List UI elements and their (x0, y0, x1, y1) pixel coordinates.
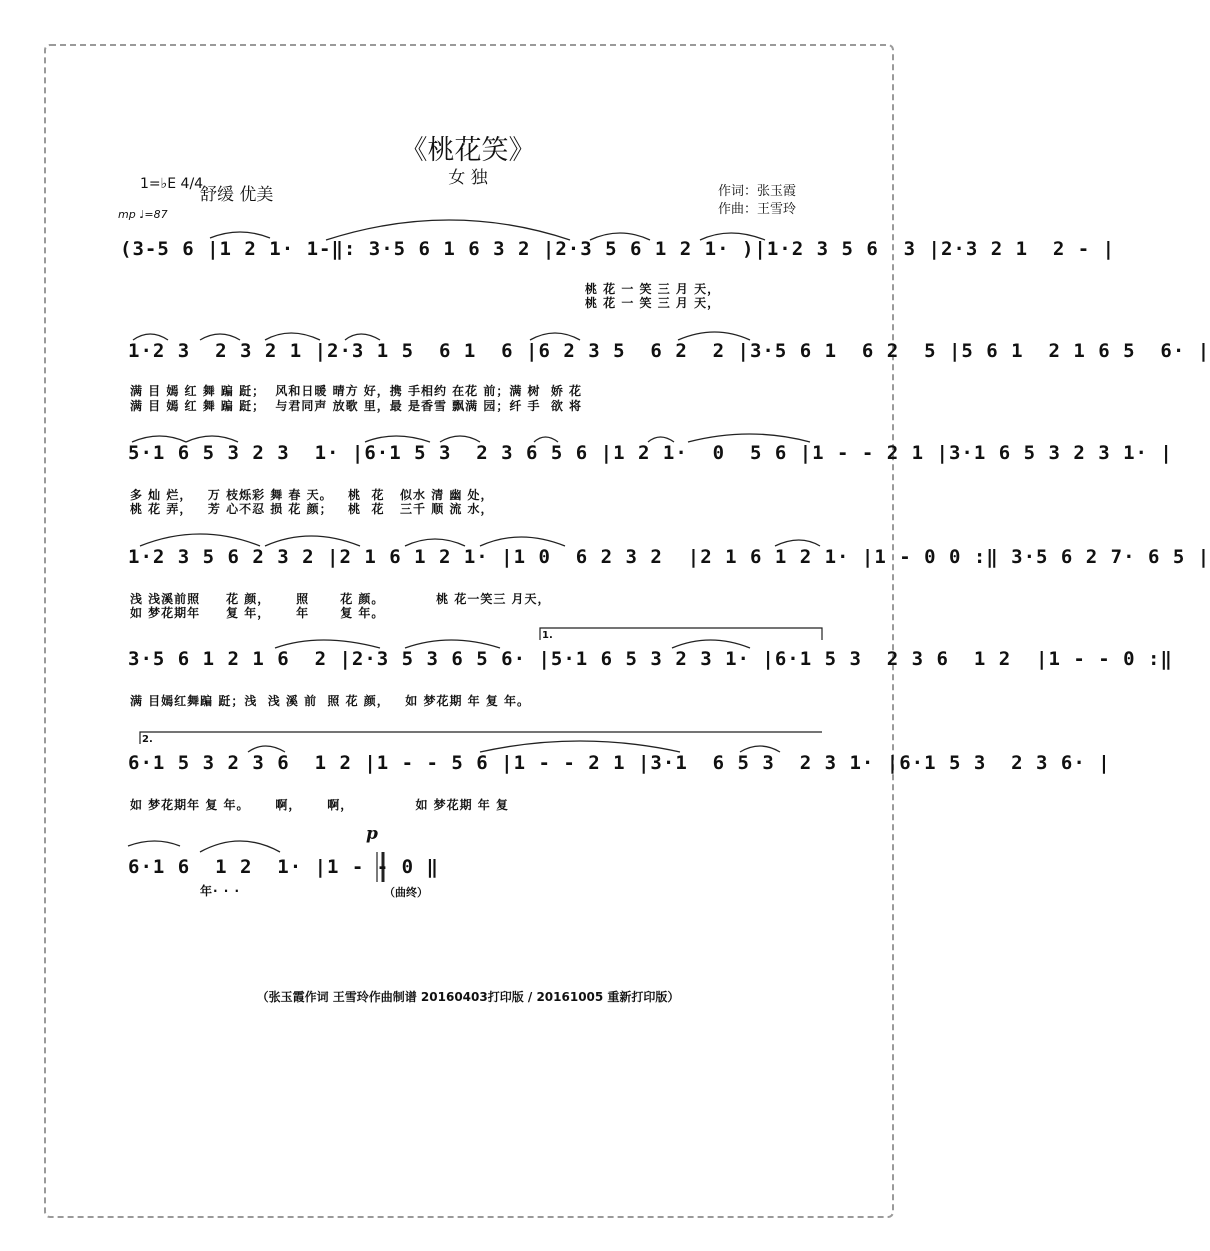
notation-line: 6·1 6 1 2 1· |1 - - 0 ‖ (128, 856, 439, 878)
composer-credit: 作曲：王雪玲 (718, 202, 797, 217)
tempo-marking: 舒缓 优美 (200, 185, 274, 205)
lyric-line: 如 梦花期年 复 年， 年 复 年。 (130, 606, 385, 620)
notation-line: 6·1 5 3 2 3 6 1 2 |1 - - 5 6 |1 - - 2 1 |3·1 6 5 3 2 3 1· |6·1 5 3 2 3 6· | (128, 752, 1111, 774)
lyric-line: 桃 花 一 笑 三 月 天， (585, 282, 721, 296)
notation-line: 1·2 3 5 6 2 3 2 |2 1 6 1 2 1· |1 0 6 2 3 2 |2 1 6 1 2 1· |1 - 0 0 :‖ 3·5 6 2 7· 6 5 | (128, 546, 1210, 568)
lyricist-credit: 作词：张玉霞 (718, 184, 797, 199)
lyric-line: 满 目 嫣 红 舞 蹁 跹； 与君同声 放歌 里，最 是香雪 飘满 园；纤 手 欲 将 (130, 399, 583, 413)
end-mark: （曲终） (384, 886, 428, 899)
key-signature: 1=♭E 4/4 (140, 176, 204, 192)
notation-line: 5·1 6 5 3 2 3 1· |6·1 5 3 2 3 6 5 6 |1 2 1· 0 5 6 |1 - - 2 1 |3·1 6 5 3 2 3 1· | (128, 442, 1173, 464)
footer-note: （张玉霞作词 王雪玲作曲制谱 20160403打印版 / 20161005 重新打印版） (256, 990, 680, 1004)
lyric-line: 桃 花 弄， 芳 心不忍 损 花 颜； 桃 花 三千 顺 流 水， (130, 502, 494, 516)
notation-line: (3-5 6 |1 2 1· 1-‖: 3·5 6 1 6 3 2 |2·3 5 6 1 2 1· )|1·2 3 5 6 3 |2·3 2 1 2 - | (120, 238, 1116, 260)
lyric-line: 满 目嫣红舞蹁 跹；浅 浅 溪 前 照 花 颜， 如 梦花期 年 复 年。 (130, 694, 531, 708)
notation-line: 1·2 3 2 3 2 1 |2·3 1 5 6 1 6 |6 2 3 5 6 2 2 |3·5 6 1 6 2 5 |5 6 1 2 1 6 5 6· | (128, 340, 1210, 362)
lyric-line: 满 目 嫣 红 舞 蹁 跹； 风和日暖 晴方 好，携 手相约 在花 前；满 树 娇 花 (130, 384, 583, 398)
lyric-line: 浅 浅溪前照 花 颜， 照 花 颜。 桃 花一笑三 月天， (130, 592, 551, 606)
lyric-line: 桃 花 一 笑 三 月 天， (585, 296, 721, 310)
song-title: 《桃花笑》 (400, 135, 536, 166)
lyric-line: 年· · · (200, 884, 241, 898)
metronome-marking: mp ♩=87 (118, 208, 168, 221)
dynamic-marking: p (366, 824, 378, 844)
notation-line: 3·5 6 1 2 1 6 2 |2·3 5 3 6 5 6· |5·1 6 5 3 2 3 1· |6·1 5 3 2 3 6 1 2 |1 - - 0 :‖ (128, 648, 1173, 670)
lyric-line: 多 灿 烂， 万 枝烁彩 舞 春 天。 桃 花 似水 清 幽 处， (130, 488, 494, 502)
lyric-line: 如 梦花期年 复 年。 啊， 啊， 如 梦花期 年 复 (130, 798, 509, 812)
song-subtitle: 女 独 (448, 168, 488, 188)
volta-1-label: 1. (542, 630, 553, 641)
score-sheet (44, 44, 894, 1218)
volta-2-label: 2. (142, 734, 153, 745)
